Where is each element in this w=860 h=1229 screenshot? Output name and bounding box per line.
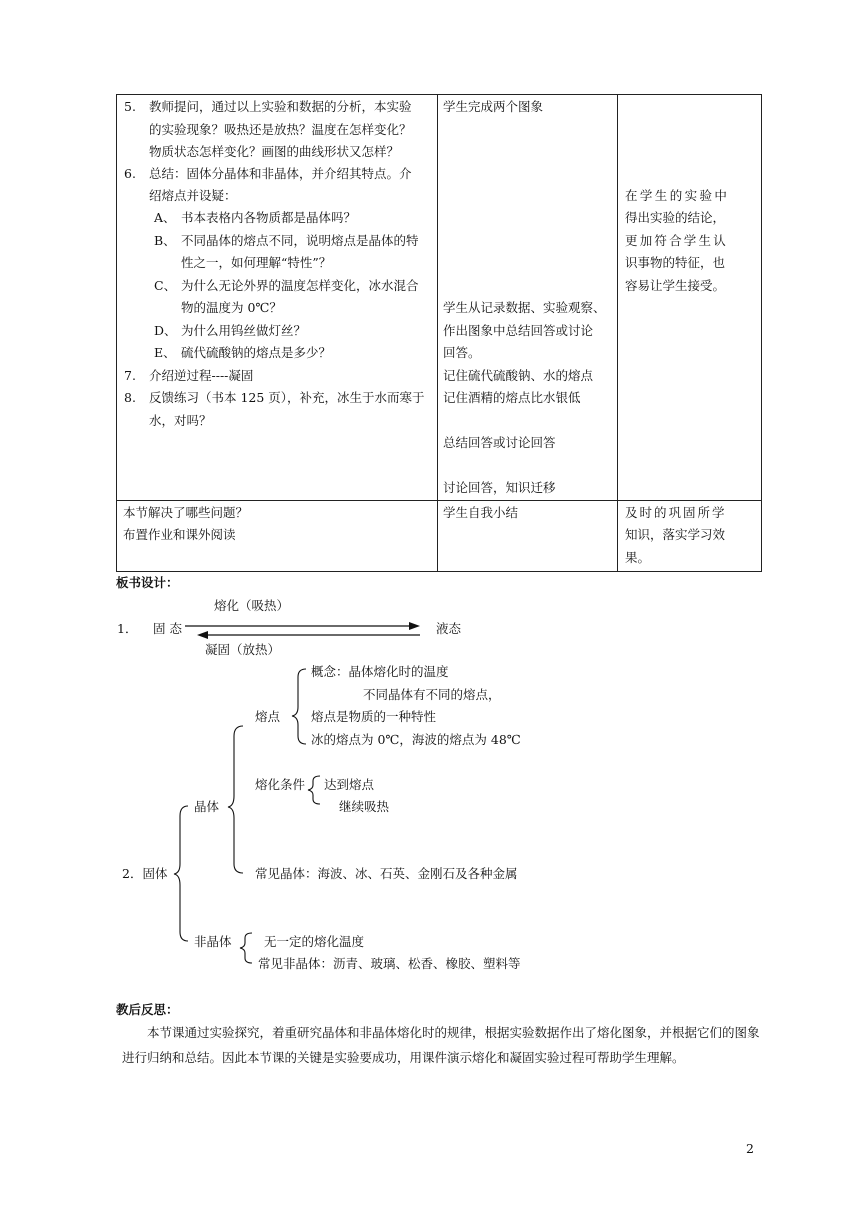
cell-text: 果。 (625, 550, 651, 565)
arrow-head (409, 622, 420, 630)
tree-node: 常见晶体：海波、冰、石英、金刚石及各种金属 (255, 866, 518, 881)
arrow-label: 凝固（放热） (205, 642, 281, 657)
list-number: 8. (124, 390, 136, 405)
tree-node: 继续吸热 (339, 799, 390, 814)
cell-text: 容易让学生接受。 (625, 278, 726, 293)
state-label: 液态 (436, 621, 462, 636)
page-number: 2 (746, 1141, 754, 1156)
list-item: 总结：固体分晶体和非晶体，并介绍其特点。介 (149, 166, 412, 181)
cell-text: 布置作业和课外阅读 (123, 527, 236, 542)
list-item: 硫代硫酸钠的熔点是多少？ (181, 345, 332, 360)
list-item: 介绍逆过程----凝固 (149, 368, 254, 383)
list-item: 教师提问，通过以上实验和数据的分析，本实验 (149, 99, 412, 114)
list-number: 1． (117, 621, 138, 636)
tree-node: 无一定的熔化温度 (264, 934, 365, 949)
tree-node: 非晶体 (194, 934, 232, 949)
list-number: C、 (154, 278, 177, 293)
list-number: A、 (154, 210, 176, 225)
arrow-head (197, 631, 208, 639)
list-number: D、 (154, 323, 177, 338)
brace (228, 726, 243, 873)
list-item: 为什么无论外界的温度怎样变化，冰水混合 (181, 278, 419, 293)
cell-text: 作出图象中总结回答或讨论 (443, 323, 594, 338)
cell-text: 得出实验的结论， (625, 210, 726, 225)
cell-text: 更加符合学生认 (625, 233, 728, 248)
list-item: 物质状态怎样变化？画图的曲线形状又怎样？ (149, 144, 400, 159)
tree-node: 不同晶体有不同的熔点， (363, 687, 501, 702)
cell-text: 总结回答或讨论回答 (443, 435, 556, 450)
cell-text: 学生从记录数据、实验观察、 (443, 300, 606, 315)
list-number: E、 (154, 345, 176, 360)
cell-text: 讨论回答，知识迁移 (443, 480, 556, 495)
reflection-paragraph: 本节课通过实验探究，着重研究晶体和非晶体熔化时的规律，根据实验数据作出了熔化图象，并根据它们的图象进行归纳和总结。因此本节课的关键是实验要成功，用课件演示熔化和凝固实验过程可帮助学生理解。 (122, 1025, 760, 1065)
list-item: 水，对吗？ (149, 413, 212, 428)
cell-text: 知识，落实学习效 (625, 527, 726, 542)
section-heading: 板书设计： (116, 575, 179, 590)
list-number: B、 (154, 233, 176, 248)
tree-node: 熔点 (255, 709, 281, 724)
brace (308, 776, 320, 804)
tree-node: 概念：晶体熔化时的温度 (311, 664, 449, 679)
list-number: 7. (124, 368, 136, 383)
list-item: 绍熔点并设疑： (149, 188, 237, 203)
list-item: 不同晶体的熔点不同，说明熔点是晶体的特 (181, 233, 419, 248)
arrow-label: 熔化（吸热） (214, 598, 290, 613)
cell-text: 记住酒精的熔点比水银低 (443, 390, 581, 405)
tree-node: 熔化条件 (255, 777, 306, 792)
cell-text: 及时的巩固所学 (625, 505, 727, 520)
list-item: 性之一，如何理解“特性”？ (181, 255, 332, 270)
list-item: 反馈练习（书本 125 页），补充，冰生于水而寒于 (149, 390, 425, 405)
section-heading: 教后反思： (116, 1002, 179, 1017)
list-item: 的实验现象？吸热还是放热？温度在怎样变化？ (149, 122, 412, 137)
list-item: 书本表格内各物质都是晶体吗？ (181, 210, 357, 225)
tree-root: 2．固体 (122, 866, 168, 881)
list-item: 物的温度为 0℃？ (181, 300, 282, 315)
tree-node: 晶体 (194, 799, 220, 814)
tree-node: 常见非晶体：沥青、玻璃、松香、橡胶、塑料等 (258, 956, 521, 971)
cell-text: 本节解决了哪些问题？ (123, 505, 249, 520)
cell-text: 识事物的特征，也 (625, 255, 726, 270)
tree-node: 熔点是物质的一种特性 (311, 709, 437, 724)
brace (174, 806, 188, 941)
list-number: 6. (124, 166, 136, 181)
cell-text: 在学生的实验中 (625, 188, 730, 203)
tree-node: 达到熔点 (324, 777, 375, 792)
list-item: 为什么用钨丝做灯丝？ (181, 323, 307, 338)
state-label: 固 态 (153, 621, 182, 636)
brace (240, 933, 252, 963)
tree-node: 冰的熔点为 0℃，海波的熔点为 48℃ (311, 732, 521, 747)
list-number: 5. (124, 99, 136, 114)
cell-text: 记住硫代硫酸钠、水的熔点 (443, 368, 594, 383)
cell-text: 学生完成两个图象 (443, 99, 544, 114)
cell-text: 学生自我小结 (443, 505, 519, 520)
cell-text: 回答。 (443, 345, 481, 360)
brace (292, 669, 306, 744)
